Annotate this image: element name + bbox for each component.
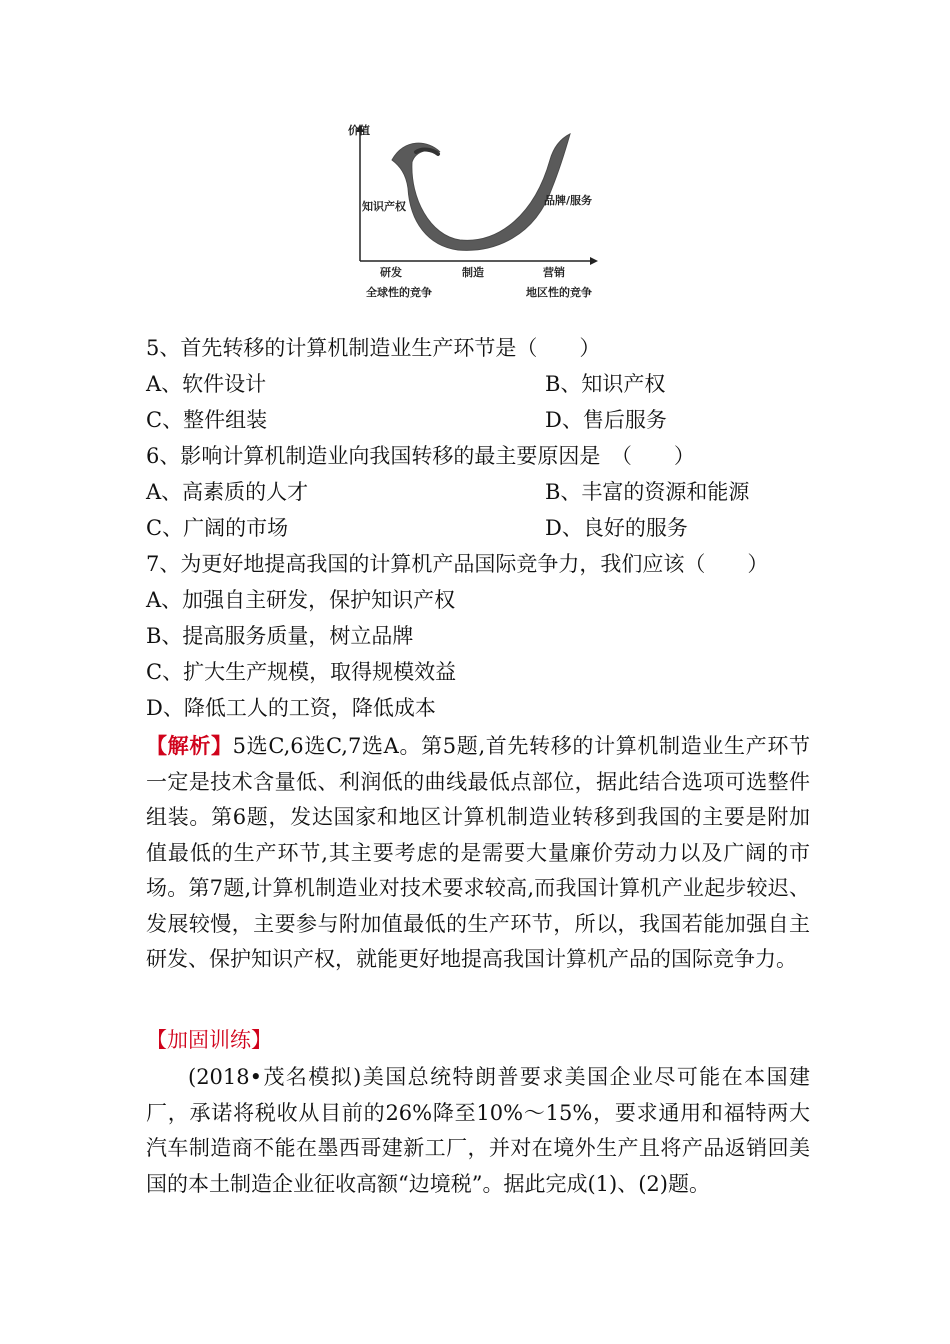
right-label: 品牌/服务 [544, 194, 593, 207]
q7-option-b: B、提高服务质量，树立品牌 [146, 624, 414, 648]
q5-option-a: A、软件设计 [146, 372, 267, 396]
reinforce-text: (2018•茂名模拟)美国总统特朗普要求美国企业尽可能在本国建厂，承诺将税收从目前的26%降至10%～15%，要求通用和福特两大汽车制造商不能在墨西哥建新工厂，并对在境外生产且将产品返销回美国的本土制造企业征收高额“边境税”。据此完成(1)、(2)题。 [146, 1065, 810, 1196]
analysis-text: 5选C,6选C,7选A。第5题,首先转移的计算机制造业生产环节一定是技术含量低、利润低的曲线最低点部位，据此结合选项可选整件组装。第6题，发达国家和地区计算机制造业转移到我国的主要是附加值最低的生产环节,其主要考虑的是需要大量廉价劳动力以及广阔的市场。第7题,计算机制造业对技术要求较高,而我国计算机产业起步较迟、发展较慢，主要参与附加值最低的生产环节，所以，我国若能加强自主研发、保护知识产权，就能更好地提高我国计算机产品的国际竞争力。 [146, 734, 811, 971]
left-label: 知识产权 [362, 200, 406, 213]
q7-stem: 7、为更好地提高我国的计算机产品国际竞争力，我们应该（ ） [146, 552, 769, 576]
q6-option-c: C、广阔的市场 [146, 516, 289, 540]
q7-option-c: C、扩大生产规模，取得规模效益 [146, 660, 457, 684]
x-label-marketing: 营销 [543, 266, 565, 279]
y-axis-label: 价值 [348, 124, 370, 137]
x-label-manufacture: 制造 [462, 266, 484, 279]
q5-option-d: D、售后服务 [545, 408, 667, 432]
q6-option-a: A、高素质的人才 [146, 480, 309, 504]
q7-option-a: A、加强自主研发，保护知识产权 [146, 588, 456, 612]
x-sublabel-global: 全球性的竞争 [366, 286, 432, 299]
smile-curve-figure [330, 118, 620, 308]
q7-option-d: D、降低工人的工资，降低成本 [146, 696, 436, 720]
q6-option-d: D、良好的服务 [545, 516, 688, 540]
q5-option-b: B、知识产权 [545, 372, 666, 396]
analysis-tag: 【解析】 [146, 733, 233, 758]
reinforce-title: 【加固训练】 [146, 1028, 272, 1052]
x-label-rnd: 研发 [380, 266, 402, 279]
q5-stem: 5、首先转移的计算机制造业生产环节是（ ） [146, 336, 601, 360]
analysis-paragraph [146, 728, 810, 978]
x-axis-arrow [590, 257, 598, 265]
q5-option-c: C、整件组装 [146, 408, 268, 432]
q6-option-b: B、丰富的资源和能源 [545, 480, 750, 504]
q6-stem: 6、影响计算机制造业向我国转移的最主要原因是 （ ） [146, 444, 695, 468]
x-sublabel-regional: 地区性的竞争 [526, 286, 592, 299]
